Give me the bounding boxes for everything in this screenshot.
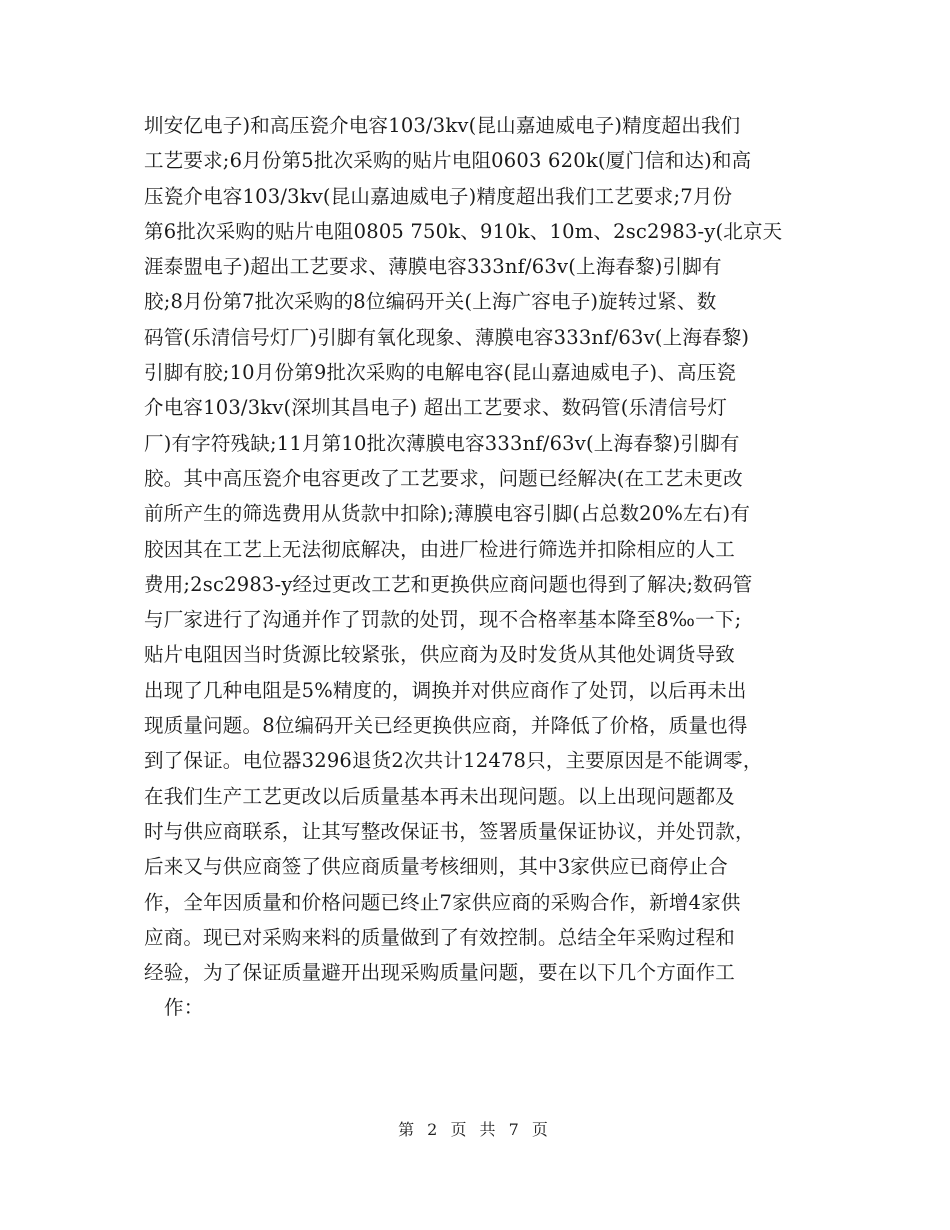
text-line: 胶;8月份第7批次采购的8位编码开关(上海广容电子)旋转过紧、数 xyxy=(144,290,717,314)
text-line: 前所产生的筛选费用从货款中扣除);薄膜电容引脚(占总数20%左右)有 xyxy=(144,502,751,526)
page-footer: 第 2 页 共 7 页 xyxy=(398,1120,552,1139)
text-line: 厂)有字符残缺;11月第10批次薄膜电容333nf/63v(上海春黎)引脚有 xyxy=(144,431,740,455)
text-line: 出现了几种电阻是5%精度的，调换并对供应商作了处罚，以后再未出 xyxy=(144,678,747,702)
text-line: 现质量问题。8位编码开关已经更换供应商，并降低了价格，质量也得 xyxy=(144,714,748,738)
text-line: 费用;2sc2983-y经过更改工艺和更换供应商问题也得到了解决;数码管 xyxy=(144,572,753,596)
text-line: 压瓷介电容103/3kv(昆山嘉迪威电子)精度超出我们工艺要求;7月份 xyxy=(144,184,733,208)
text-line: 引脚有胶;10月份第9批次采购的电解电容(昆山嘉迪威电子)、高压瓷 xyxy=(144,361,737,385)
text-line: 圳安亿电子)和高压瓷介电容103/3kv(昆山嘉迪威电子)精度超出我们 xyxy=(144,114,741,137)
text-line: 码管(乐清信号灯厂)引脚有氧化现象、薄膜电容333nf/63v(上海春黎) xyxy=(144,325,750,349)
text-line: 时与供应商联系，让其写整改保证书，签署质量保证协议，并处罚款， xyxy=(144,819,755,843)
text-line: 胶。其中高压瓷介电容更改了工艺要求，问题已经解决(在工艺未更改 xyxy=(144,466,743,490)
text-line: 涯泰盟电子)超出工艺要求、薄膜电容333nf/63v(上海春黎)引脚有 xyxy=(144,255,722,279)
text-line: 与厂家进行了沟通并作了罚款的处罚，现不合格率基本降至8‰一下; xyxy=(144,608,742,632)
text-line: 介电容103/3kv(深圳其昌电子) 超出工艺要求、数码管(乐清信号灯 xyxy=(144,396,728,420)
body-text xyxy=(144,108,814,1026)
text-line: 应商。现已对采购来料的质量做到了有效控制。总结全年采购过程和 xyxy=(144,925,736,949)
text-line: 作： xyxy=(164,996,204,1020)
text-line: 到了保证。电位器3296退货2次共计12478只，主要原因是不能调零， xyxy=(144,749,763,773)
text-line: 胶因其在工艺上无法彻底解决，由进厂检进行筛选并扣除相应的人工 xyxy=(144,537,736,561)
text-line: 经验，为了保证质量避开出现采购质量问题，要在以下几个方面作工 xyxy=(144,961,736,985)
text-line: 第6批次采购的贴片电阻0805 750k、910k、10m、2sc2983-y(北京天 xyxy=(144,219,783,243)
text-line: 作，全年因质量和价格问题已终止7家供应商的采购合作，新增4家供 xyxy=(144,890,741,914)
text-line: 工艺要求;6月份第5批次采购的贴片电阻0603 620k(厦门信和达)和高 xyxy=(144,149,752,173)
text-line: 后来又与供应商签了供应商质量考核细则，其中3家供应已商停止合 xyxy=(144,855,728,879)
text-line: 贴片电阻因当时货源比较紧张，供应商为及时发货从其他处调货导致 xyxy=(144,643,736,667)
text-line: 在我们生产工艺更改以后质量基本再未出现问题。以上出现问题都及 xyxy=(144,784,736,808)
